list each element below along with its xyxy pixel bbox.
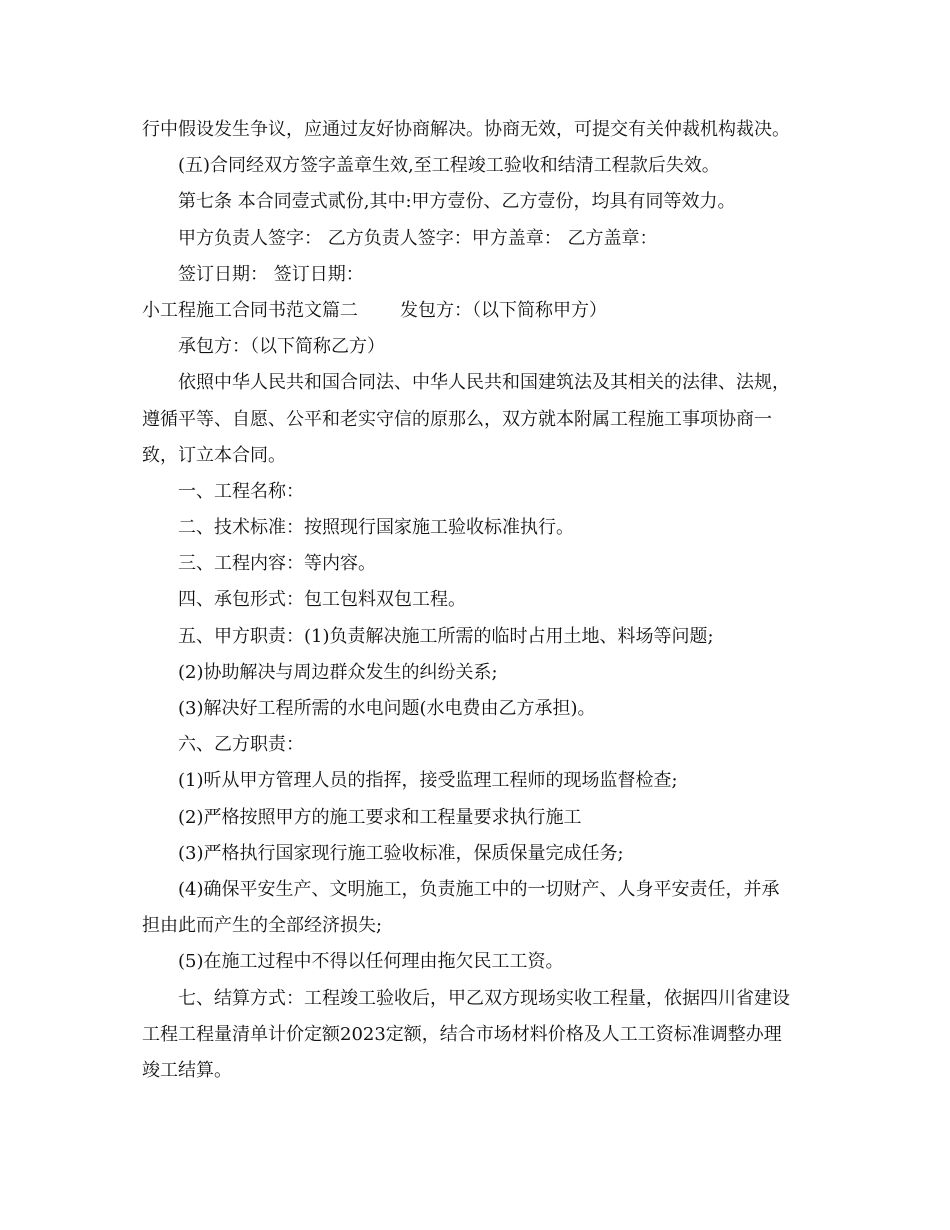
text-line: 第七条 本合同壹式贰份,其中:甲方壹份、乙方壹份，均具有同等效力。 — [178, 191, 736, 213]
text-line: 遵循平等、自愿、公平和老实守信的原那么，双方就本附属工程施工事项协商一 — [142, 408, 772, 430]
clause-line: 二、技术标准：按照现行国家施工验收标准执行。 — [178, 517, 574, 539]
clause-line: (3)严格执行国家现行施工验收标准，保质保量完成任务; — [178, 842, 624, 864]
clause-line: 四、承包形式：包工包料双包工程。 — [178, 589, 466, 611]
date-line: 签订日期： 签订日期： — [178, 263, 364, 285]
clause-line: (2)严格按照甲方的施工要求和工程量要求执行施工 — [178, 806, 582, 828]
clause-line: (1)听从甲方管理人员的指挥，接受监理工程师的现场监督检查; — [178, 770, 678, 792]
clause-line: 一、工程名称： — [178, 480, 304, 502]
contractee-party: 承包方：（以下简称乙方） — [178, 336, 385, 358]
clause-line: 担由此而产生的全部经济损失; — [142, 915, 383, 937]
contractor-party: 发包方：（以下简称甲方） — [400, 299, 607, 321]
clause-line: (5)在施工过程中不得以任何理由拖欠民工工资。 — [178, 951, 564, 973]
clause-line: 六、乙方职责： — [178, 734, 304, 756]
text-line: 致，订立本合同。 — [142, 444, 286, 466]
section-heading-line — [142, 293, 812, 329]
clause-line: 工程工程量清单计价定额2023定额，结合市场材料价格及人工工资标准调整办理 — [142, 1023, 782, 1045]
clause-line: 五、甲方职责：(1)负责解决施工所需的临时占用土地、料场等问题; — [178, 625, 714, 647]
text-line: 行中假设发生争议，应通过友好协商解决。协商无效，可提交有关仲裁机构裁决。 — [142, 119, 790, 140]
clause-line: (3)解决好工程所需的水电问题(水电费由乙方承担)。 — [178, 698, 596, 719]
text-line: 依照中华人民共和国合同法、中华人民共和国建筑法及其相关的法律、法规， — [178, 372, 790, 394]
section-title: 小工程施工合同书范文篇二 — [142, 299, 358, 321]
clause-line: 竣工结算。 — [142, 1059, 232, 1081]
clause-line: 三、工程内容：等内容。 — [178, 553, 376, 575]
clause-line: (4)确保平安生产、文明施工，负责施工中的一切财产、人身平安责任，并承 — [178, 878, 780, 900]
clause-line: (2)协助解决与周边群众发生的纠纷关系; — [178, 661, 498, 683]
text-line: (五)合同经双方签字盖章生效,至工程竣工验收和结清工程款后失效。 — [178, 155, 720, 177]
clause-line: 七、结算方式：工程竣工验收后，甲乙双方现场实收工程量，依据四川省建设 — [178, 987, 790, 1009]
signature-line: 甲方负责人签字： 乙方负责人签字：甲方盖章： 乙方盖章： — [178, 227, 658, 249]
document-body — [142, 112, 812, 1089]
